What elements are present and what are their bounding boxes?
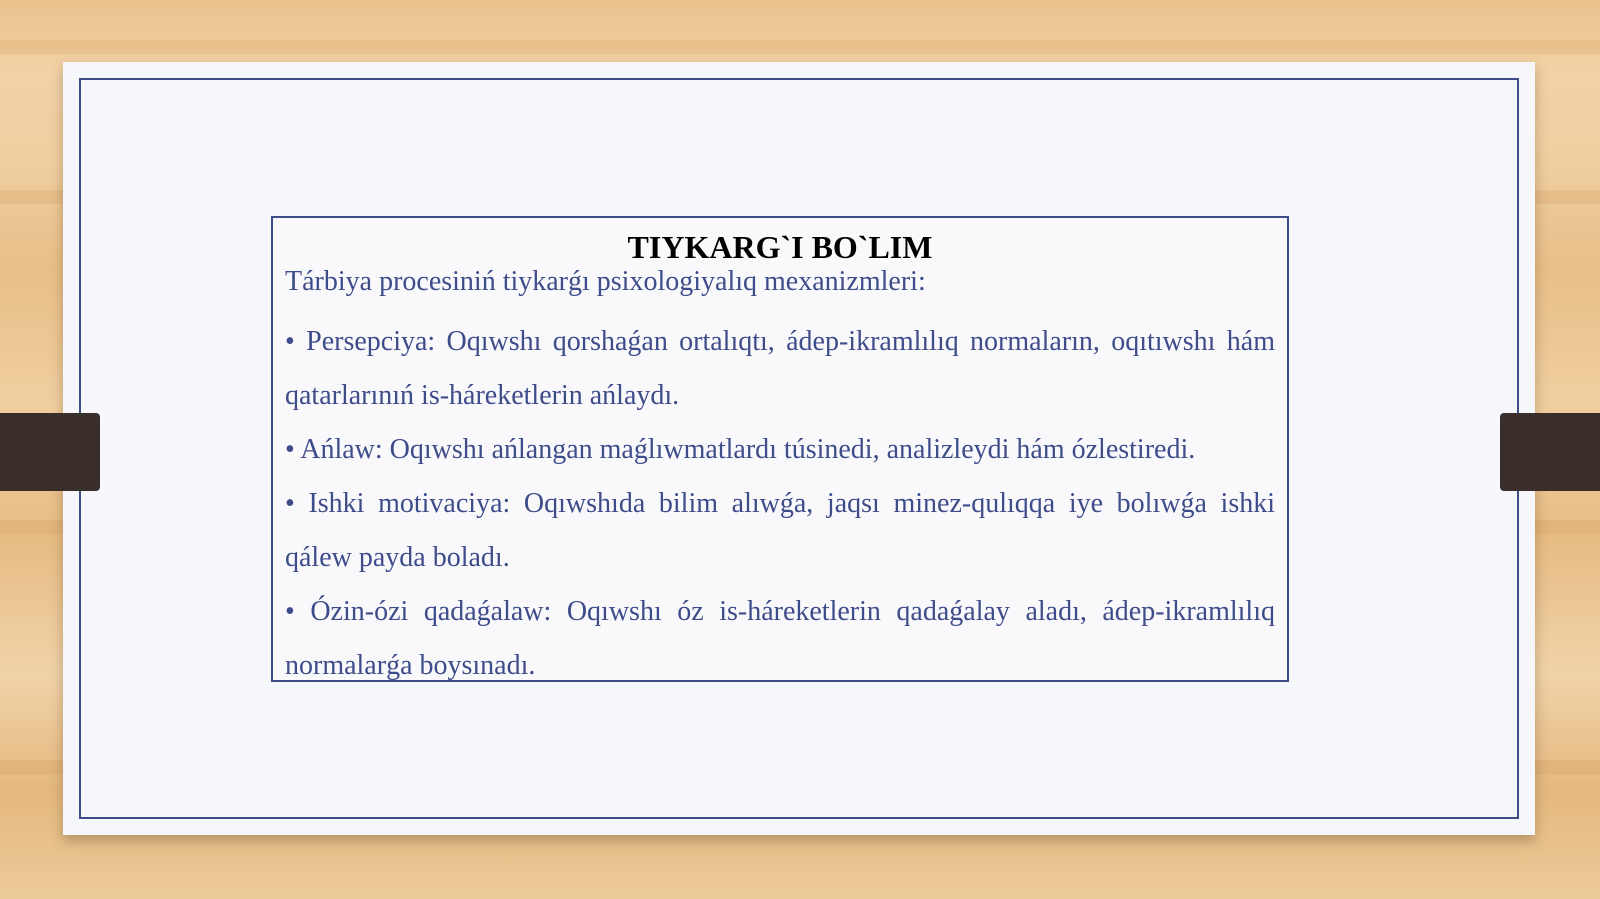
background-wood-texture bbox=[0, 40, 1600, 54]
slide-title: TIYKARG`I BO`LIM bbox=[627, 229, 933, 265]
bullet-list bbox=[285, 315, 1275, 693]
right-decorative-tab bbox=[1500, 413, 1600, 491]
left-decorative-tab bbox=[0, 413, 100, 491]
bullet-item-anlaw: • Ańlaw: Oqıwshı ańlangan maǵlıwmatlardı túsinedi, analizleydi hám ózlestiredi. bbox=[285, 434, 1196, 465]
content-box bbox=[271, 216, 1289, 682]
slide-intro: Tárbiya procesiniń tiykarǵı psixologiyalıq mexanizmleri: bbox=[285, 266, 926, 297]
bullet-item-persepciya: • Persepciya: Oqıwshı qorshaǵan ortalıqtı, ádep-ikramlılıq normaların, oqıtıwshı hám qatarlarınıń is-háreketlerin ańlaydı. bbox=[285, 326, 1275, 411]
bullet-item-ishki-motivaciya: • Ishki motivaciya: Oqıwshıda bilim alıwǵa, jaqsı minez-qulıqqa iye bolıwǵa ishki qálew payda boladı. bbox=[285, 488, 1275, 573]
bullet-item-ozin-ozi-qadagalaw: • Ózin-ózi qadaǵalaw: Oqıwshı óz is-háreketlerin qadaǵalay aladı, ádep-ikramlılıq normalarǵa boysınadı. bbox=[285, 596, 1275, 681]
